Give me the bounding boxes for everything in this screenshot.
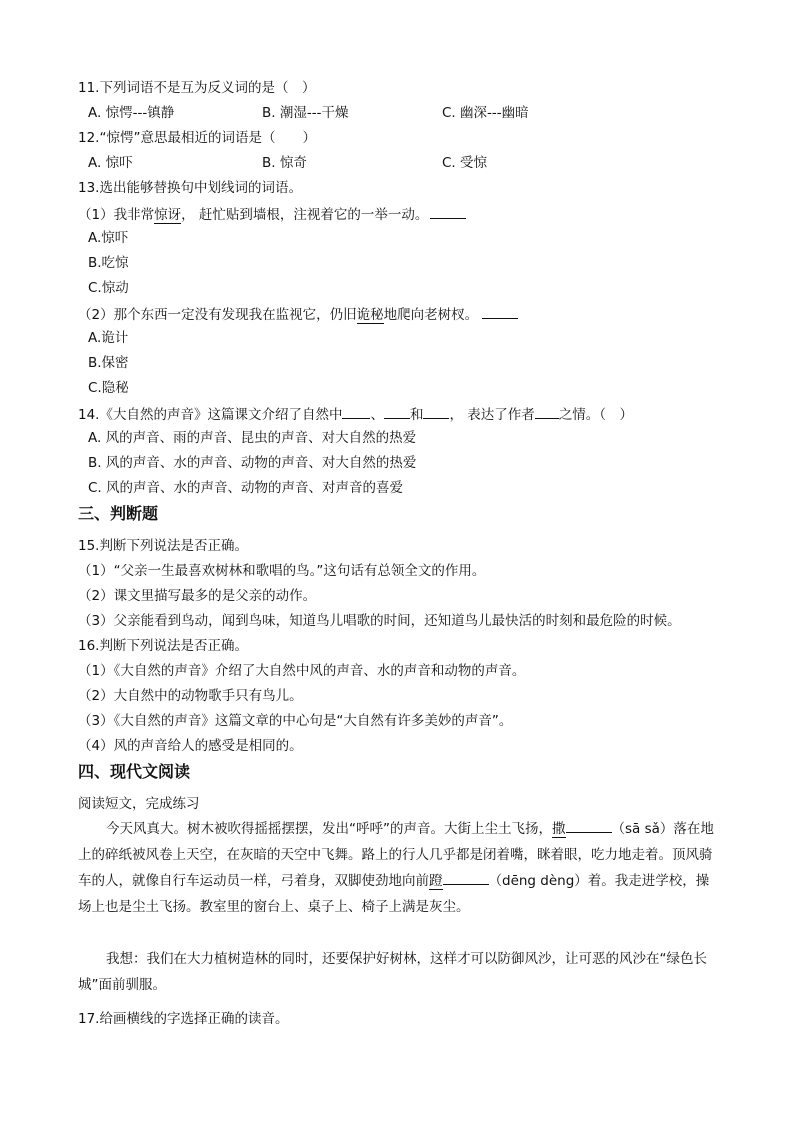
q13-sub1-option-a: A.惊吓 — [88, 230, 129, 246]
q14-blank-4[interactable] — [535, 404, 559, 419]
q13-stem: 13.选出能够替换句中划线词的词语。 — [78, 180, 302, 196]
q13-sub2-post: 地爬向老树杈。 — [383, 307, 479, 323]
q12-option-b: B. 惊奇 — [262, 155, 307, 171]
q13-sub1-pre: （1）我非常 — [78, 207, 155, 223]
q16-item-2: （2）大自然中的动物歌手只有鸟儿。 — [78, 688, 303, 704]
reading-paragraph-1 — [78, 816, 718, 920]
q12-option-c: C. 受惊 — [442, 155, 488, 171]
q14-stem — [78, 404, 633, 424]
q11-options — [88, 104, 529, 122]
q13-sub2-option-b: B.保密 — [88, 355, 129, 371]
reading-p1-part-a: 今天风真大。树木被吹得摇摇摆摆，发出“呼呼”的声音。大街上尘土飞扬， — [106, 821, 552, 837]
q12-options — [88, 154, 487, 172]
q13-sub1 — [78, 204, 466, 224]
q11-option-b: B. 潮湿---干燥 — [262, 105, 349, 121]
q15-item-3: （3）父亲能看到鸟动，闻到鸟味，知道鸟儿唱歌的时间，还知道鸟儿最快活的时刻和最危险的时候。 — [78, 613, 681, 629]
reading-blank-1[interactable] — [566, 818, 612, 833]
q13-sub2-pre: （2）那个东西一定没有发现我在监视它，仍旧 — [78, 307, 357, 323]
q16-item-4: （4）风的声音给人的感受是相同的。 — [78, 738, 303, 754]
q14-blank-3[interactable] — [423, 404, 449, 419]
reading-p1-part-b: （sā sǎ）落在地上的碎纸被风卷上天空，在灰暗的天空中飞舞。路上的行人几乎都是闭着嘴，眯着眼，吃力地走着。顶风骑车的人，就像自行车运动员一样，弓着身，双脚使劲地向前 — [78, 821, 714, 889]
q15-stem: 15.判断下列说法是否正确。 — [78, 538, 248, 554]
q14-blank-1[interactable] — [342, 404, 370, 419]
reading-underlined-char-1: 撒 — [552, 821, 566, 837]
q14-option-c: C. 风的声音、水的声音、动物的声音、对声音的喜爱 — [88, 480, 404, 496]
q12-stem: 12.“惊愕”意思最相近的词语是（ ） — [78, 130, 316, 146]
q15-item-1: （1）“父亲一生最喜欢树林和歌唱的鸟。”这句话有总领全文的作用。 — [78, 563, 486, 579]
q14-stem-part-d: ， 表达了作者 — [449, 407, 535, 423]
reading-underlined-char-2: 蹬 — [429, 873, 443, 889]
q11-stem: 11.下列词语不是互为反义词的是（ ） — [78, 80, 316, 96]
q13-sub1-answer-blank[interactable] — [430, 204, 466, 219]
q16-item-1: （1）《大自然的声音》介绍了大自然中风的声音、水的声音和动物的声音。 — [78, 663, 526, 679]
q13-sub1-option-b: B.吃惊 — [88, 255, 129, 271]
q17-stem: 17.给画横线的字选择正确的读音。 — [78, 1011, 289, 1027]
q14-stem-part-b: 、 — [370, 407, 384, 423]
q16-stem: 16.判断下列说法是否正确。 — [78, 638, 248, 654]
q14-stem-part-c: 和 — [409, 407, 424, 423]
q13-sub1-option-c: C.惊动 — [88, 280, 129, 296]
q11-option-c: C. 幽深---幽暗 — [442, 105, 529, 121]
reading-paragraph-2: 我想：我们在大力植树造林的同时，还要保护好树林，这样才可以防御风沙，让可恶的风沙在“绿色长城”面前驯服。 — [78, 951, 707, 993]
q15-item-2: （2）课文里描写最多的是父亲的动作。 — [78, 588, 317, 604]
q11-option-a: A. 惊愕---镇静 — [88, 105, 175, 121]
q13-sub2-option-c: C.隐秘 — [88, 380, 129, 396]
reading-blank-2[interactable] — [443, 870, 489, 885]
q13-sub1-underlined-word: 惊讶 — [154, 207, 182, 223]
q14-blank-2[interactable] — [384, 404, 410, 419]
section-heading-judgment: 三、判断题 — [78, 504, 159, 523]
reading-p1-part-c: （dēng dèng）着。我走进学校，操场上也是尘土飞扬。教室里的窗台上、桌子上、椅子上满是灰尘。 — [78, 873, 710, 915]
q13-sub2-option-a: A.诡计 — [88, 330, 129, 346]
q14-option-b: B. 风的声音、水的声音、动物的声音、对大自然的热爱 — [88, 455, 417, 471]
q13-sub2 — [78, 304, 518, 324]
q13-sub2-answer-blank[interactable] — [482, 304, 518, 319]
section-heading-reading: 四、现代文阅读 — [78, 762, 191, 781]
reading-intro: 阅读短文，完成练习 — [78, 796, 200, 812]
q13-sub1-post: ， 赶忙贴到墙根，注视着它的一举一动。 — [181, 207, 429, 223]
q14-option-a: A. 风的声音、雨的声音、昆虫的声音、对大自然的热爱 — [88, 430, 417, 446]
q12-option-a: A. 惊吓 — [88, 155, 133, 171]
q16-item-3: （3）《大自然的声音》这篇文章的中心句是“大自然有许多美妙的声音”。 — [78, 713, 513, 729]
q14-stem-part-e: 之情。（ ） — [558, 407, 634, 423]
q13-sub2-underlined-word: 诡秘 — [356, 307, 384, 323]
q14-stem-part-a: 14.《大自然的声音》这篇课文介绍了自然中 — [78, 407, 343, 423]
